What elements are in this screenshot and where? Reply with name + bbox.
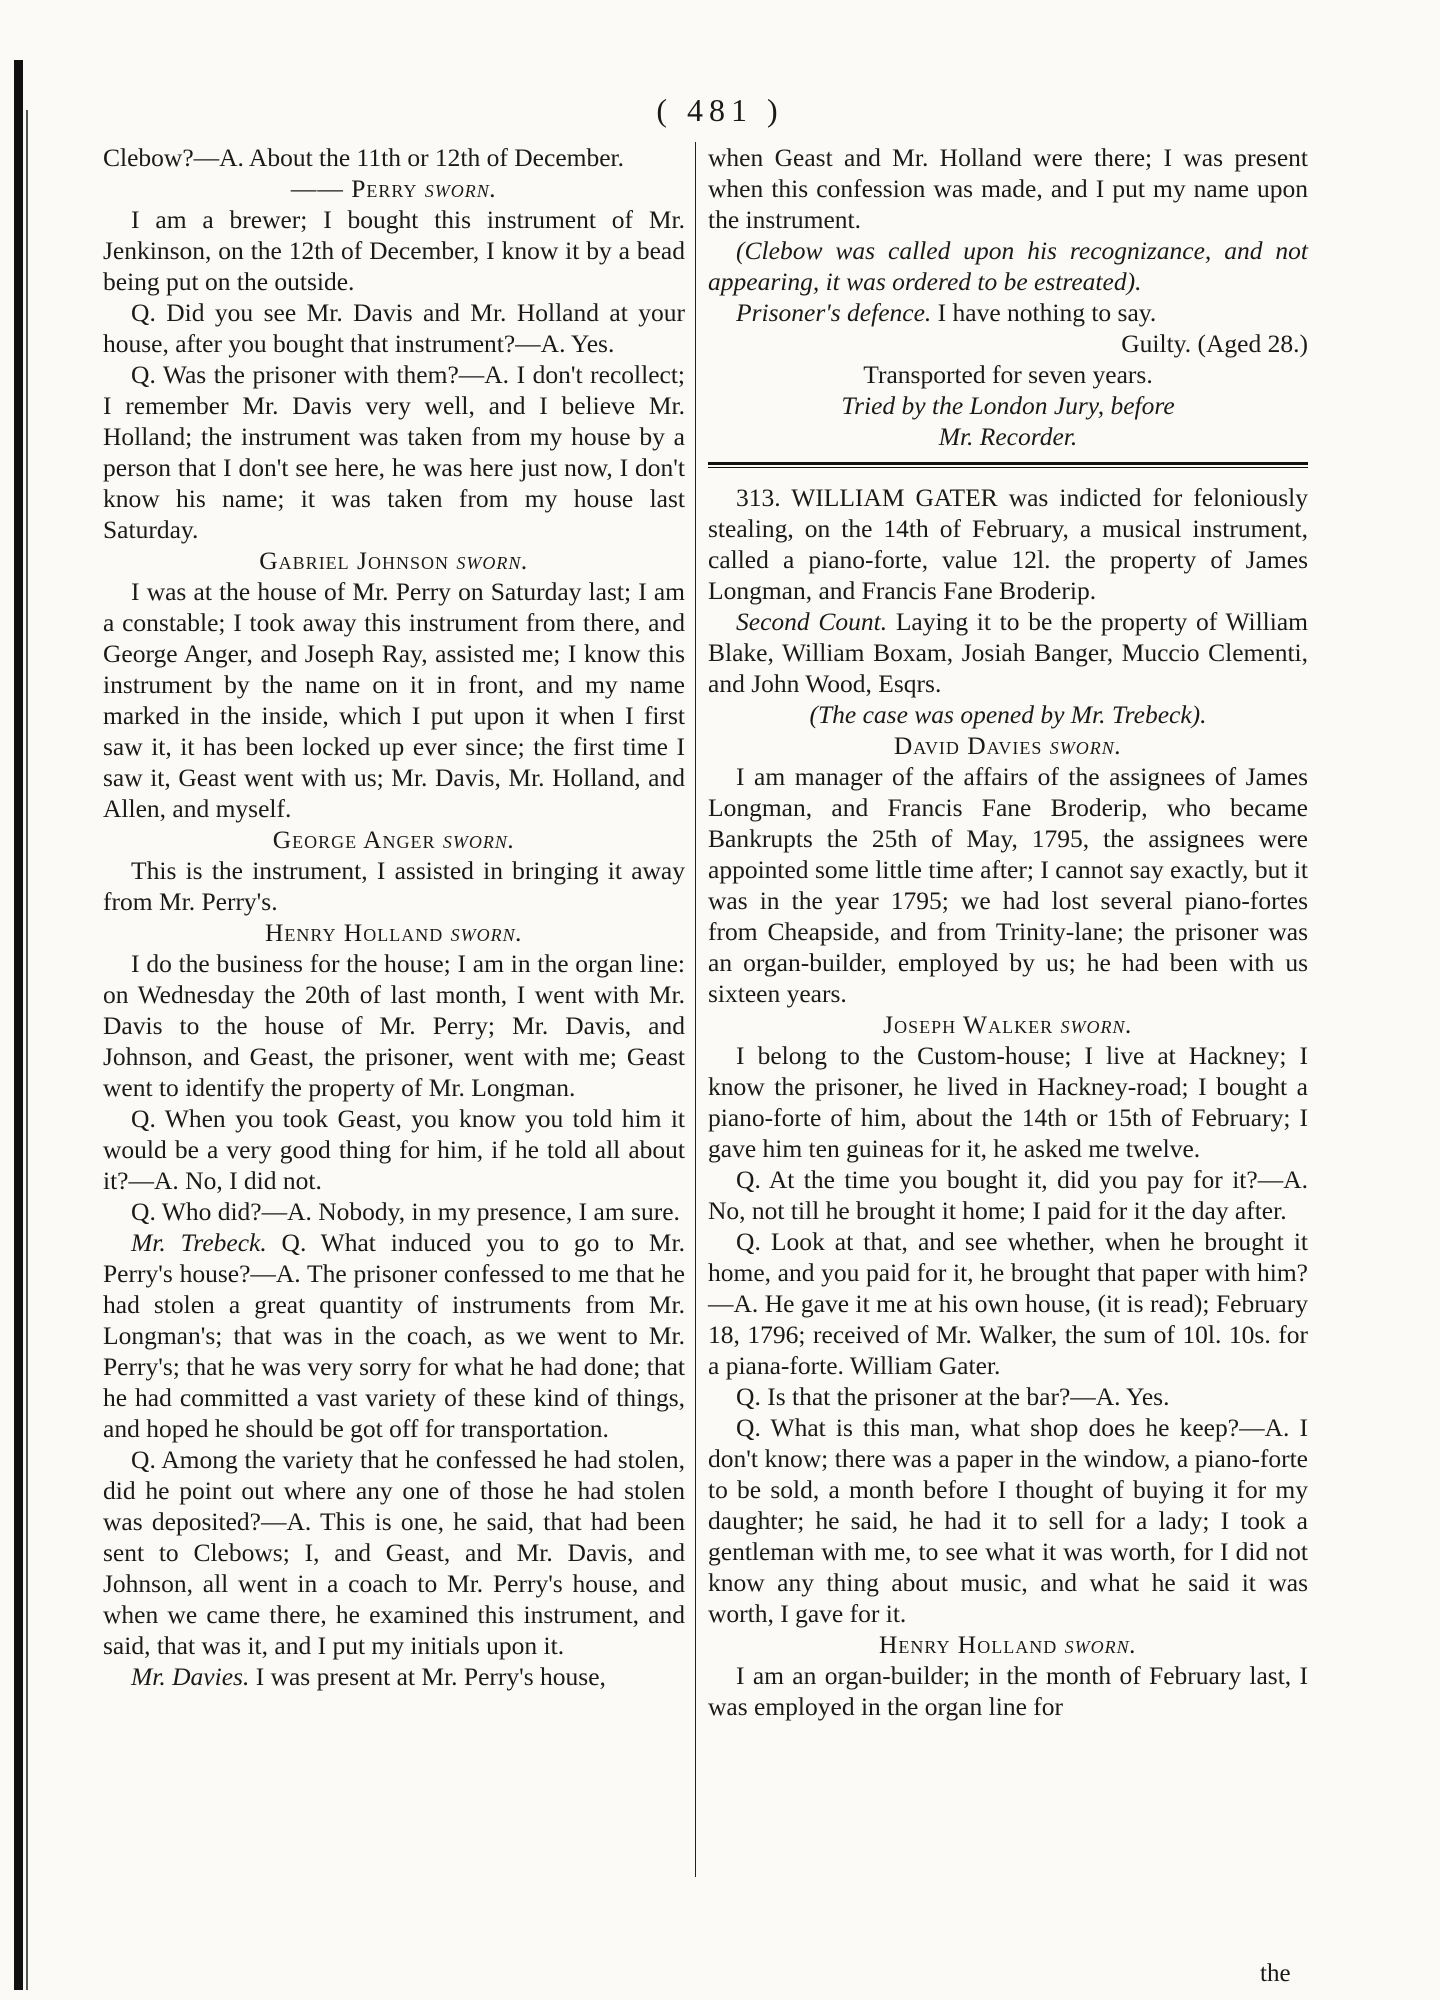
paragraph-text: Q. What is this man, what shop does he keep?—A. I don't know; there was a paper in the window, a piano-forte to be sold, a month before I thought of buying it for my daughter; he said, he had it to sell for a lady; I took a gentleman with me, to see what it was worth, for I did not know any thing about music, and what he said it was worth, I gave for it. (708, 1413, 1308, 1628)
paragraph-text: Q. Was the prisoner with them?—A. I don't recollect; I remember Mr. Davis very well, and I believe Mr. Holland; the instrument was taken from my house by a person that I don't see here, he was here just now, I don't know his name; it was taken from my house last Saturday. (103, 360, 685, 544)
paragraph (103, 948, 685, 1103)
verdict-line (708, 328, 1308, 359)
paragraph (708, 297, 1308, 328)
witness-heading (103, 173, 685, 204)
witness-name: George Anger (272, 825, 436, 854)
paragraph-text: Q. What induced you to go to Mr. Perry's house?—A. The prisoner confessed to me that he had stolen a great quantity of instruments from Mr. Longman's; that was in the coach, as we went to Mr. Perry's; that he was very sorry for what he had done; that he had committed a vast variety of these kind of things, and hoped he should be got off for transportation. (103, 1228, 685, 1443)
paragraph-text: Q. Did you see Mr. Davis and Mr. Holland at your house, after you bought that instrument?—A. Yes. (103, 298, 685, 358)
sworn-label: sworn. (1060, 1010, 1133, 1039)
paragraph-text: 313. WILLIAM GATER was indicted for feloniously stealing, on the 14th of February, a musical instrument, called a piano-forte, value 12l. the property of James Longman, and Francis Fane Broderip. (708, 483, 1308, 605)
speaker-label: Second Count. (736, 607, 888, 636)
witness-heading (708, 1629, 1308, 1660)
witness-heading (103, 917, 685, 948)
paragraph-text: (The case was opened by Mr. Trebeck). (809, 700, 1207, 729)
witness-name: Gabriel Johnson (259, 546, 449, 575)
speaker-label: Mr. Trebeck. (131, 1228, 267, 1257)
paragraph (708, 606, 1308, 699)
paragraph (103, 142, 685, 173)
paragraph (103, 204, 685, 297)
paragraph-text: (Clebow was called upon his recognizance, and not appearing, it was ordered to be estreated). (708, 236, 1308, 296)
paragraph (103, 855, 685, 917)
italic-note (708, 390, 1308, 421)
paragraph (103, 297, 685, 359)
paragraph-text: I have nothing to say. (937, 298, 1157, 327)
section-rule (708, 462, 1308, 468)
paragraph-text: I am an organ-builder; in the month of February last, I was employed in the organ line for (708, 1661, 1308, 1721)
paragraph (708, 1164, 1308, 1226)
paragraph-text: I belong to the Custom-house; I live at Hackney; I know the prisoner, he lived in Hackney-road; I bought a piano-forte of him, about the 14th or 15th of February; I gave him ten guineas for it, he asked me twelve. (708, 1041, 1308, 1163)
paragraph (708, 1040, 1308, 1164)
left-column (103, 142, 685, 1692)
paragraph-text: Q. Among the variety that he confessed he had stolen, did he point out where any one of those he had stolen was deposited?—A. This is one, he said, that had been sent to Clebows; I, and Geast, and Mr. Davis, and Johnson, all went in a coach to Mr. Perry's house, and when we came there, he examined this instrument, and said, that was it, and I put my initials upon it. (103, 1445, 685, 1660)
paragraph-text: This is the instrument, I assisted in bringing it away from Mr. Perry's. (103, 856, 685, 916)
sworn-label: sworn. (424, 174, 498, 203)
witness-heading (103, 545, 685, 576)
sworn-label: sworn. (456, 546, 529, 575)
paragraph (708, 482, 1308, 606)
paragraph (708, 1226, 1308, 1381)
paragraph (103, 1661, 685, 1692)
paragraph (103, 1196, 685, 1227)
paragraph-text: Q. Who did?—A. Nobody, in my presence, I am sure. (131, 1197, 680, 1226)
witness-name: —— Perry (290, 174, 418, 203)
paragraph (103, 359, 685, 545)
paragraph (708, 761, 1308, 1009)
right-column (708, 142, 1308, 1722)
paragraph-text: I do the business for the house; I am in the organ line: on Wednesday the 20th of last month, I went with Mr. Davis to the house of Mr. Perry; Mr. Davis, and Johnson, and Geast, the prisoner, went with me; Geast went to identify the property of Mr. Longman. (103, 949, 685, 1102)
paragraph-text: I am a brewer; I bought this instrument of Mr. Jenkinson, on the 12th of December, I know it by a bead being put on the outside. (103, 205, 685, 296)
witness-name: Henry Holland (879, 1630, 1058, 1659)
witness-heading (708, 1009, 1308, 1040)
catchword: the (1260, 1960, 1291, 1987)
paragraph (708, 1412, 1308, 1629)
sworn-label: sworn. (1064, 1630, 1137, 1659)
paragraph (103, 1444, 685, 1661)
book-spine-edge (26, 110, 28, 1990)
witness-name: Joseph Walker (883, 1010, 1054, 1039)
paragraph-text: Tried by the London Jury, before (841, 391, 1175, 420)
witness-name: David Davies (893, 731, 1043, 760)
column-divider (695, 142, 696, 1877)
speaker-label: Mr. Davies. (131, 1662, 250, 1691)
paragraph-text: I was present at Mr. Perry's house, (255, 1662, 606, 1691)
paragraph-text: Clebow?—A. About the 11th or 12th of December. (103, 143, 624, 172)
speaker-label: Prisoner's defence. (736, 298, 932, 327)
page-number: ( 481 ) (656, 92, 784, 128)
paragraph-text: Laying it to be the property of William Blake, William Boxam, Josiah Banger, Muccio Clementi, and John Wood, Esqrs. (708, 607, 1308, 698)
paragraph (103, 576, 685, 824)
paragraph-text: Q. Look at that, and see whether, when he brought it home, and you paid for it, he brought that paper with him?—A. He gave it me at his own house, (it is read); February 18, 1796; received of Mr. Walker, the sum of 10l. 10s. for a piana-forte. William Gater. (708, 1227, 1308, 1380)
paragraph (103, 1227, 685, 1444)
sworn-label: sworn. (1049, 731, 1123, 760)
book-spine-shadow (14, 60, 23, 1990)
witness-name: Henry Holland (265, 918, 444, 947)
paragraph-text: Q. Is that the prisoner at the bar?—A. Yes. (736, 1382, 1170, 1411)
witness-heading (103, 824, 685, 855)
paragraph-text: Q. When you took Geast, you know you told him it would be a very good thing for him, if he told all about it?—A. No, I did not. (103, 1104, 685, 1195)
paragraph (708, 1660, 1308, 1722)
paragraph-text: I am manager of the affairs of the assignees of James Longman, and Francis Fane Broderip, who became Bankrupts the 25th of May, 1795, the assignees were appointed some little time after; I cannot say exactly, but it was in the year 1795; we had lost several piano-fortes from Cheapside, and from Trinity-lane; the prisoner was an organ-builder, employed by us; he had been with us sixteen years. (708, 762, 1308, 1008)
paragraph-text: when Geast and Mr. Holland were there; I was present when this confession was made, and I put my name upon the instrument. (708, 143, 1308, 234)
sworn-label: sworn. (442, 825, 516, 854)
witness-heading (708, 730, 1308, 761)
paragraph (103, 1103, 685, 1196)
italic-note (708, 235, 1308, 297)
paragraph-text: Q. At the time you bought it, did you pay for it?—A. No, not till he brought it home; I paid for it the day after. (708, 1165, 1308, 1225)
paragraph-text: Transported for seven years. (863, 360, 1153, 389)
paragraph (708, 1381, 1308, 1412)
sworn-label: sworn. (450, 918, 523, 947)
paragraph (708, 142, 1308, 235)
paragraph-text: Guilty. (Aged 28.) (1121, 329, 1308, 358)
paragraph-text: I was at the house of Mr. Perry on Saturday last; I am a constable; I took away this instrument from there, and George Anger, and Joseph Ray, assisted me; I know this instrument by the name on it in front, and my name marked in the inside, which I put upon it when I first saw it, it has been locked up ever since; the first time I saw it, Geast went with us; Mr. Davis, Mr. Holland, and Allen, and myself. (103, 577, 685, 823)
italic-note (708, 421, 1308, 452)
italic-note (708, 699, 1308, 730)
paragraph-text: Mr. Recorder. (938, 422, 1078, 451)
sentence-line (708, 359, 1308, 390)
